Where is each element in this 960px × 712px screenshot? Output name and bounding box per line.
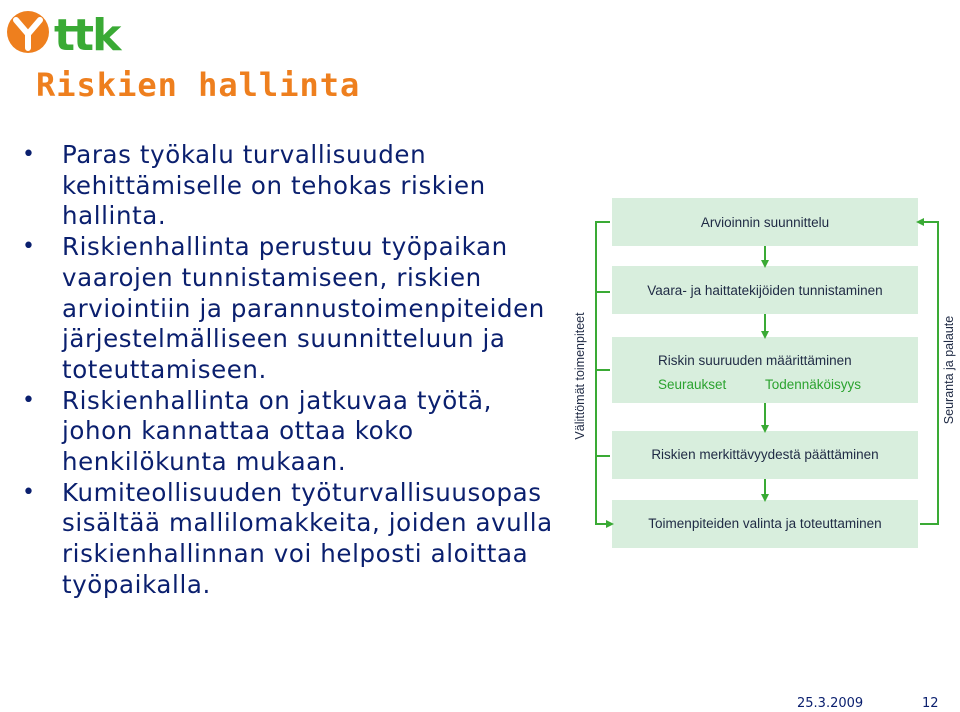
page-title: Riskien hallinta <box>36 66 361 104</box>
bullet-item: • Paras työkalu turvallisuuden kehittämiselle on tehokas riskien hallinta. <box>18 140 558 232</box>
logo-text: ttk <box>54 10 120 60</box>
process-label-actions: Toimenpiteiden valinta ja toteuttaminen <box>648 516 882 531</box>
right-side-label: Seuranta ja palaute <box>942 315 956 425</box>
bullet-item: • Riskienhallinta on jatkuvaa työtä, johon kannattaa ottaa koko henkilökunta mukaan. <box>18 386 558 478</box>
left-bracket-arrow-icon <box>596 222 610 524</box>
risk-process-diagram <box>568 190 960 560</box>
process-box-estimation <box>612 337 918 403</box>
process-sublabel-consequences: Seuraukset <box>658 377 727 392</box>
ttk-logo <box>4 4 144 60</box>
process-sublabel-probability: Todennäköisyys <box>765 377 862 392</box>
process-label-identification: Vaara- ja haittatekijöiden tunnistaminen <box>647 283 883 298</box>
process-label-evaluation: Riskien merkittävyydestä päättäminen <box>651 447 879 462</box>
footer-page-number: 12 <box>922 696 939 711</box>
process-label-estimation: Riskin suuruuden määrittäminen <box>658 353 852 368</box>
left-side-label: Välittömät toimenpiteet <box>573 312 587 440</box>
bullet-item: • Riskienhallinta perustuu työpaikan vaarojen tunnistamiseen, riskien arviointiin ja parannustoimenpiteiden järjestelmälliseen suunnitteluun ja toteuttamiseen. <box>18 232 558 386</box>
process-label-planning: Arvioinnin suunnittelu <box>700 215 830 230</box>
bullet-item: • Kumiteollisuuden työturvallisuusopas sisältää mallilomakkeita, joiden avulla riskienhallinnan voi helposti aloittaa työpaikalla. <box>18 478 558 601</box>
right-bracket-arrow-icon <box>920 222 938 524</box>
footer-date: 25.3.2009 <box>797 696 864 711</box>
bullet-list <box>18 140 558 601</box>
